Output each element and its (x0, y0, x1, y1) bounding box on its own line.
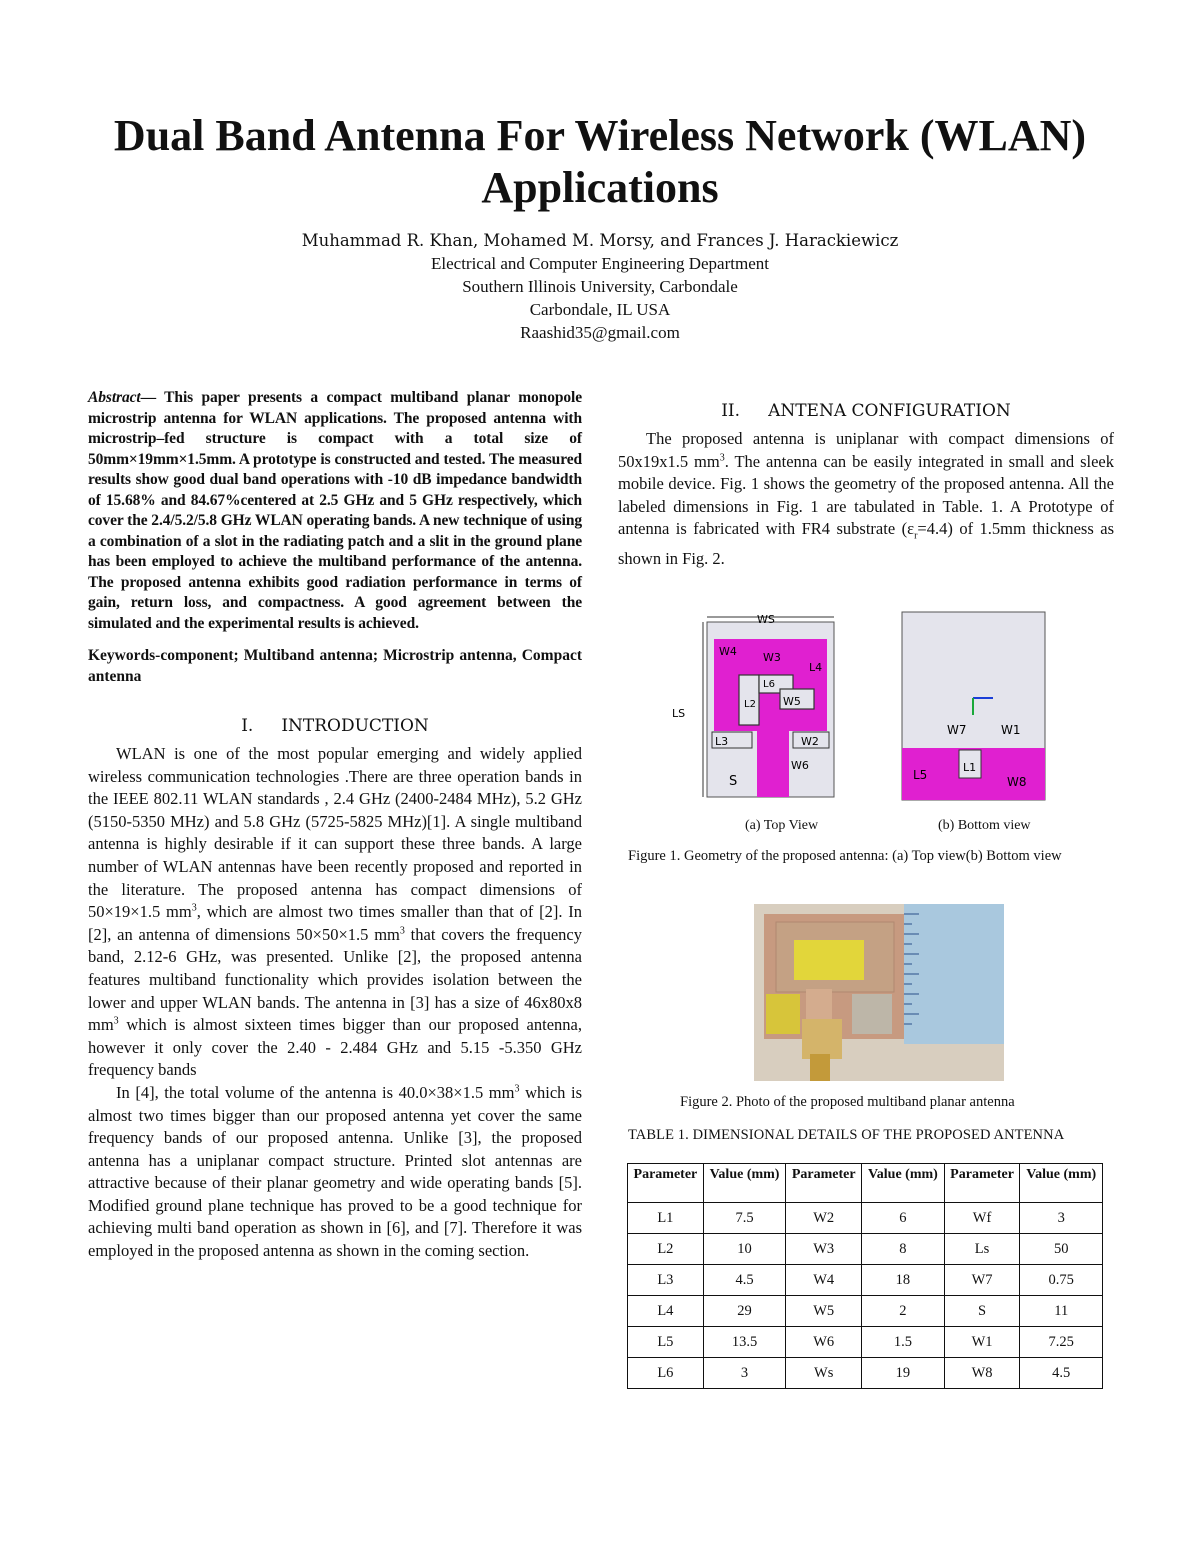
dim-label-w8: W8 (1007, 775, 1027, 789)
dim-label-l4: L4 (809, 661, 823, 674)
figure1-subcaption-b: (b) Bottom view (938, 818, 1031, 833)
author-location: Carbondale, IL USA (529, 300, 671, 319)
dim-label-l2: L2 (744, 699, 756, 710)
dimension-table (627, 1163, 1103, 1389)
author-email: Raashid35@gmail.com (520, 323, 680, 342)
table-cell: 8 (862, 1234, 945, 1265)
dim-label-ls: LS (672, 707, 686, 720)
figure1-subcaption-a: (a) Top View (745, 818, 819, 833)
table-cell: W3 (786, 1234, 862, 1265)
table-cell: W5 (786, 1296, 862, 1327)
table-cell: S (944, 1296, 1020, 1327)
right-column (618, 400, 1114, 571)
section-heading-configuration (618, 400, 1114, 422)
table-cell: 50 (1020, 1234, 1103, 1265)
table-cell: Wf (944, 1203, 1020, 1234)
table-cell: W2 (786, 1203, 862, 1234)
table-cell: Ws (786, 1358, 862, 1389)
section-number: II. (721, 401, 741, 421)
table-row (628, 1296, 1103, 1327)
table-cell: 1.5 (862, 1327, 945, 1358)
section-title: INTRODUCTION (281, 716, 429, 736)
dim-label-s: S (729, 774, 738, 789)
figure2-caption: Figure 2. Photo of the proposed multiband planar antenna (680, 1094, 1015, 1110)
table-row (628, 1265, 1103, 1296)
author-department: Electrical and Computer Engineering Department (431, 254, 769, 273)
abstract-label: Abstract (88, 389, 141, 406)
table-cell: 3 (1020, 1203, 1103, 1234)
ground-gray-right (852, 994, 892, 1034)
table-cell: 10 (703, 1234, 786, 1265)
keywords: Keywords-component; Multiband antenna; Microstrip antenna, Compact antenna (88, 647, 582, 685)
table-row (628, 1327, 1103, 1358)
table-row (628, 1203, 1103, 1234)
abstract-text: — This paper presents a compact multiband planar monopole microstrip antenna for WLAN applications. The proposed antenna with microstrip–fed structure is compact with a total size of 50mm×19mm×1.5mm. A prototype is constructed and tested. The measured results show good dual band operations with -10 dB impedance bandwidth of 15.68% and 84.67%centered at 2.5 GHz and 5 GHz respectively, which cover the 2.4/5.2/5.8 GHz WLAN operating bands. A new technique of using a combination of a slot in the radiating patch and a slit in the ground plane has been employed to achieve the multiband performance of the antenna. The proposed antenna exhibits good radiation performance in terms of gain, return loss, and compactness. A good agreement between the simulated and the experimental results is achieved. (88, 389, 582, 632)
paragraph: WLAN is one of the most popular emerging and widely applied wireless communication technologies .There are three operation bands in the IEEE 802.11 WLAN standards , 2.4 GHz (2400-2484 MHz), 5.2 GHz (5150-5350 MHz) and 5.8 GHz (5725-5825 MHz)[1]. A single multiband antenna is highly desirable if it can support these three bands. A large number of WLAN antennas have been recently proposed and reported in the literature. The proposed antenna has compact dimensions of 50×19×1.5 $mm^3$, which are almost two times smaller than that of [2]. In [2], an antenna of dimensions 50×50×1.5 $mm^3$ that covers the frequency band, 2.12-6 GHz, was presented. Unlike [2], the proposed antenna features multiband functionality which provides isolation between the lower and upper WLAN bands. The antenna in [3] has a size of 46x80x8 $mm^3$ which is almost sixteen times bigger than our proposed antenna, however it only cover the 2.40 - 2.484 GHz and 5.15 -5.350 GHz frequency bands (88, 744, 583, 1080)
dim-label-w6: W6 (791, 759, 809, 772)
author-block (100, 229, 1100, 344)
table-cell: 7.25 (1020, 1327, 1103, 1358)
table-cell: 0.75 (1020, 1265, 1103, 1296)
feed-line (757, 731, 789, 797)
section-heading-introduction (88, 715, 582, 737)
table-cell: W4 (786, 1265, 862, 1296)
dim-label-w7: W7 (947, 723, 967, 737)
dim-label-w3: W3 (763, 651, 781, 664)
table-cell: L6 (628, 1358, 704, 1389)
table-cell: L3 (628, 1265, 704, 1296)
table-header: Parameter (944, 1164, 1020, 1203)
author-names: Muhammad R. Khan, Mohamed M. Morsy, and Frances J. Harackiewicz (301, 231, 899, 250)
table-cell: 6 (862, 1203, 945, 1234)
table-cell: Ls (944, 1234, 1020, 1265)
dim-label-l1: L1 (963, 761, 977, 774)
table-cell: L4 (628, 1296, 704, 1327)
left-column (88, 388, 582, 1263)
table-cell: 13.5 (703, 1327, 786, 1358)
table-header: Parameter (786, 1164, 862, 1203)
table-header: Value (mm) (862, 1164, 945, 1203)
dim-label-l5: L5 (913, 768, 928, 782)
table-row (628, 1358, 1103, 1389)
table-cell: L5 (628, 1327, 704, 1358)
dim-label-w1: W1 (1001, 723, 1021, 737)
table-cell: 7.5 (703, 1203, 786, 1234)
table-cell: 11 (1020, 1296, 1103, 1327)
antenna-prototype-photo (754, 904, 1004, 1081)
paper-title: Dual Band Antenna For Wireless Network (WLAN) Applications (113, 111, 1087, 212)
ground-yellow-left (766, 994, 800, 1034)
table-cell: W1 (944, 1327, 1020, 1358)
table-header: Value (mm) (1020, 1164, 1103, 1203)
table-row (628, 1234, 1103, 1265)
table-cell: 29 (703, 1296, 786, 1327)
table-title: TABLE 1. DIMENSIONAL DETAILS OF THE PROPOSED ANTENNA (628, 1127, 1065, 1143)
yellow-slot (794, 940, 864, 980)
table-cell: 4.5 (1020, 1358, 1103, 1389)
introduction-body (88, 743, 582, 1263)
table-header: Value (mm) (703, 1164, 786, 1203)
connector-pin (810, 1054, 830, 1081)
bottom-view-diagram (902, 612, 1045, 800)
table-header: Parameter (628, 1164, 704, 1203)
table-header-row (628, 1164, 1103, 1203)
dim-label-ws: WS (757, 613, 775, 626)
top-view-diagram (672, 613, 834, 797)
table-cell: 19 (862, 1358, 945, 1389)
dim-label-l6: L6 (763, 679, 775, 690)
table-cell: W6 (786, 1327, 862, 1358)
dim-label-w4: W4 (719, 645, 737, 658)
dim-label-w5: W5 (783, 695, 801, 708)
figure1-caption: Figure 1. Geometry of the proposed antenna: (a) Top view(b) Bottom view (628, 848, 1062, 864)
configuration-body (618, 428, 1114, 571)
table-cell: 4.5 (703, 1265, 786, 1296)
paragraph: The proposed antenna is uniplanar with compact dimensions of 50x19x1.5 $mm^3$. The antenna can be easily integrated in small and sleek mobile device. Fig. 1 shows the geometry of the proposed antenna. All the labeled dimensions in Fig. 1 are tabulated in Table. 1. A Prototype of antenna is fabricated with FR4 substrate $(\varepsilon_r=4.4)$ of 1.5mm thickness as shown in Fig. 2. (618, 429, 1114, 569)
table-cell: W8 (944, 1358, 1020, 1389)
abstract (88, 388, 582, 634)
section-title: ANTENA CONFIGURATION (768, 401, 1011, 421)
table-cell: L1 (628, 1203, 704, 1234)
table-cell: 18 (862, 1265, 945, 1296)
photo-illustration (754, 904, 1004, 1081)
author-university: Southern Illinois University, Carbondale (462, 277, 738, 296)
dim-label-w2: W2 (801, 735, 819, 748)
table-cell: W7 (944, 1265, 1020, 1296)
table-cell: L2 (628, 1234, 704, 1265)
sma-connector (802, 1019, 842, 1059)
section-number: I. (241, 716, 254, 736)
dim-label-l3: L3 (715, 735, 729, 748)
table-cell: 3 (703, 1358, 786, 1389)
table-cell: 2 (862, 1296, 945, 1327)
paragraph: In [4], the total volume of the antenna is 40.0×38×1.5 $mm^3$ which is almost two times bigger than our proposed antenna yet cover the same frequency bands of our proposed antenna. Unlike [3], the proposed antenna has a uniplanar compact structure. Printed slot antennas are attractive because of their planar geometry and wide operating bands [5]. Modified ground plane technique has proved to be a good technique for achieving multi band operation as shown in [6], and [7]. Therefore it was employed in the proposed antenna as shown in the coming section. (88, 1082, 582, 1261)
antenna-geometry-figure (672, 609, 1057, 809)
